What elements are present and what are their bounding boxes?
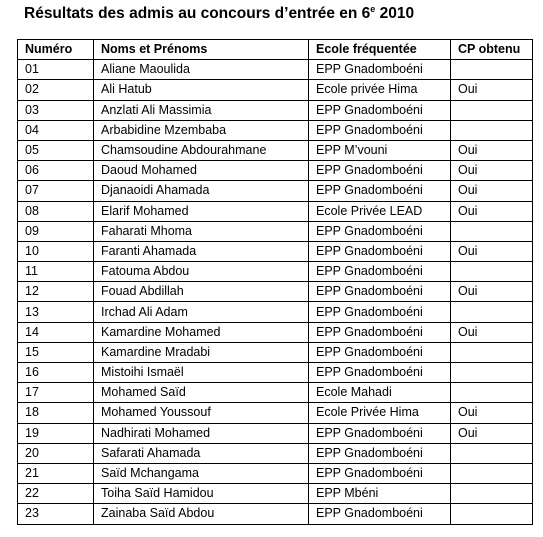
table-row <box>18 322 533 342</box>
cell-numero: 01 <box>18 60 94 80</box>
cell-ecole: EPP Gnadomboéni <box>309 241 451 261</box>
title-year: 2010 <box>375 5 415 22</box>
cell-numero: 11 <box>18 262 94 282</box>
results-table <box>17 39 533 525</box>
cell-ecole: EPP Gnadomboéni <box>309 282 451 302</box>
cell-cp <box>451 383 533 403</box>
table-row <box>18 363 533 383</box>
cell-ecole: EPP Gnadomboéni <box>309 181 451 201</box>
cell-numero: 05 <box>18 140 94 160</box>
cell-nom: Chamsoudine Abdourahmane <box>94 140 309 160</box>
cell-ecole: EPP Gnadomboéni <box>309 161 451 181</box>
cell-ecole: EPP Gnadomboéni <box>309 322 451 342</box>
cell-numero: 03 <box>18 100 94 120</box>
cell-ecole: Ecole Mahadi <box>309 383 451 403</box>
title-text: Résultats des admis au concours d’entrée en 6 <box>24 5 371 22</box>
cell-cp <box>451 262 533 282</box>
table-row <box>18 80 533 100</box>
cell-nom: Anzlati Ali Massimia <box>94 100 309 120</box>
table-row <box>18 140 533 160</box>
cell-cp: Oui <box>451 241 533 261</box>
cell-nom: Kamardine Mradabi <box>94 342 309 362</box>
table-row <box>18 403 533 423</box>
cell-numero: 14 <box>18 322 94 342</box>
cell-numero: 07 <box>18 181 94 201</box>
header-ecole: Ecole fréquentée <box>309 40 451 60</box>
header-cp: CP obtenu <box>451 40 533 60</box>
cell-numero: 22 <box>18 484 94 504</box>
cell-numero: 12 <box>18 282 94 302</box>
cell-ecole: EPP Gnadomboéni <box>309 302 451 322</box>
table-row <box>18 221 533 241</box>
cell-numero: 09 <box>18 221 94 241</box>
cell-nom: Nadhirati Mohamed <box>94 423 309 443</box>
cell-nom: Ali Hatub <box>94 80 309 100</box>
cell-nom: Safarati Ahamada <box>94 443 309 463</box>
cell-nom: Kamardine Mohamed <box>94 322 309 342</box>
cell-numero: 04 <box>18 120 94 140</box>
cell-ecole: EPP Gnadomboéni <box>309 463 451 483</box>
cell-nom: Daoud Mohamed <box>94 161 309 181</box>
cell-cp: Oui <box>451 140 533 160</box>
cell-nom: Saïd Mchangama <box>94 463 309 483</box>
table-row <box>18 504 533 524</box>
table-row <box>18 161 533 181</box>
cell-ecole: EPP Gnadomboéni <box>309 100 451 120</box>
page-title <box>24 4 414 23</box>
table-row <box>18 241 533 261</box>
cell-nom: Djanaoidi Ahamada <box>94 181 309 201</box>
title-superscript: e <box>370 4 376 14</box>
cell-ecole: EPP M’vouni <box>309 140 451 160</box>
table-row <box>18 181 533 201</box>
cell-nom: Arbabidine Mzembaba <box>94 120 309 140</box>
table-row <box>18 302 533 322</box>
cell-nom: Zainaba Saïd Abdou <box>94 504 309 524</box>
cell-ecole: Ecole privée Hima <box>309 80 451 100</box>
header-numero: Numéro <box>18 40 94 60</box>
cell-numero: 18 <box>18 403 94 423</box>
cell-ecole: Ecole Privée LEAD <box>309 201 451 221</box>
cell-cp <box>451 484 533 504</box>
cell-nom: Fatouma Abdou <box>94 262 309 282</box>
cell-numero: 16 <box>18 363 94 383</box>
cell-cp: Oui <box>451 161 533 181</box>
cell-numero: 08 <box>18 201 94 221</box>
cell-ecole: EPP Gnadomboéni <box>309 221 451 241</box>
table-row <box>18 383 533 403</box>
cell-cp: Oui <box>451 423 533 443</box>
cell-cp <box>451 100 533 120</box>
cell-ecole: EPP Gnadomboéni <box>309 120 451 140</box>
table-row <box>18 282 533 302</box>
cell-nom: Fouad Abdillah <box>94 282 309 302</box>
table-row <box>18 100 533 120</box>
table-row <box>18 463 533 483</box>
cell-numero: 13 <box>18 302 94 322</box>
cell-nom: Toiha Saïd Hamidou <box>94 484 309 504</box>
cell-cp: Oui <box>451 322 533 342</box>
cell-cp <box>451 363 533 383</box>
cell-nom: Mohamed Saïd <box>94 383 309 403</box>
cell-cp: Oui <box>451 80 533 100</box>
header-noms: Noms et Prénoms <box>94 40 309 60</box>
cell-numero: 20 <box>18 443 94 463</box>
table-row <box>18 443 533 463</box>
table-row <box>18 60 533 80</box>
cell-numero: 10 <box>18 241 94 261</box>
cell-cp <box>451 504 533 524</box>
cell-nom: Mohamed Youssouf <box>94 403 309 423</box>
cell-nom: Faharati Mhoma <box>94 221 309 241</box>
cell-ecole: EPP Gnadomboéni <box>309 423 451 443</box>
cell-cp <box>451 302 533 322</box>
cell-cp <box>451 120 533 140</box>
cell-nom: Faranti Ahamada <box>94 241 309 261</box>
cell-nom: Irchad Ali Adam <box>94 302 309 322</box>
cell-numero: 06 <box>18 161 94 181</box>
cell-cp <box>451 221 533 241</box>
cell-ecole: EPP Gnadomboéni <box>309 342 451 362</box>
cell-numero: 02 <box>18 80 94 100</box>
cell-nom: Mistoihi Ismaël <box>94 363 309 383</box>
table-row <box>18 262 533 282</box>
table-row <box>18 120 533 140</box>
cell-cp <box>451 60 533 80</box>
cell-numero: 15 <box>18 342 94 362</box>
cell-nom: Aliane Maoulida <box>94 60 309 80</box>
header-row <box>18 40 533 60</box>
cell-cp: Oui <box>451 282 533 302</box>
table-body <box>18 60 533 524</box>
cell-ecole: EPP Gnadomboéni <box>309 443 451 463</box>
cell-numero: 23 <box>18 504 94 524</box>
cell-ecole: EPP Gnadomboéni <box>309 363 451 383</box>
cell-cp: Oui <box>451 201 533 221</box>
cell-cp <box>451 463 533 483</box>
cell-cp: Oui <box>451 403 533 423</box>
cell-ecole: EPP Mbéni <box>309 484 451 504</box>
cell-ecole: Ecole Privée Hima <box>309 403 451 423</box>
cell-cp <box>451 342 533 362</box>
table-row <box>18 342 533 362</box>
table-row <box>18 484 533 504</box>
cell-numero: 17 <box>18 383 94 403</box>
table-row <box>18 423 533 443</box>
cell-numero: 19 <box>18 423 94 443</box>
table-row <box>18 201 533 221</box>
cell-cp: Oui <box>451 181 533 201</box>
cell-cp <box>451 443 533 463</box>
cell-ecole: EPP Gnadomboéni <box>309 504 451 524</box>
cell-ecole: EPP Gnadomboéni <box>309 262 451 282</box>
cell-numero: 21 <box>18 463 94 483</box>
cell-nom: Elarif Mohamed <box>94 201 309 221</box>
cell-ecole: EPP Gnadomboéni <box>309 60 451 80</box>
